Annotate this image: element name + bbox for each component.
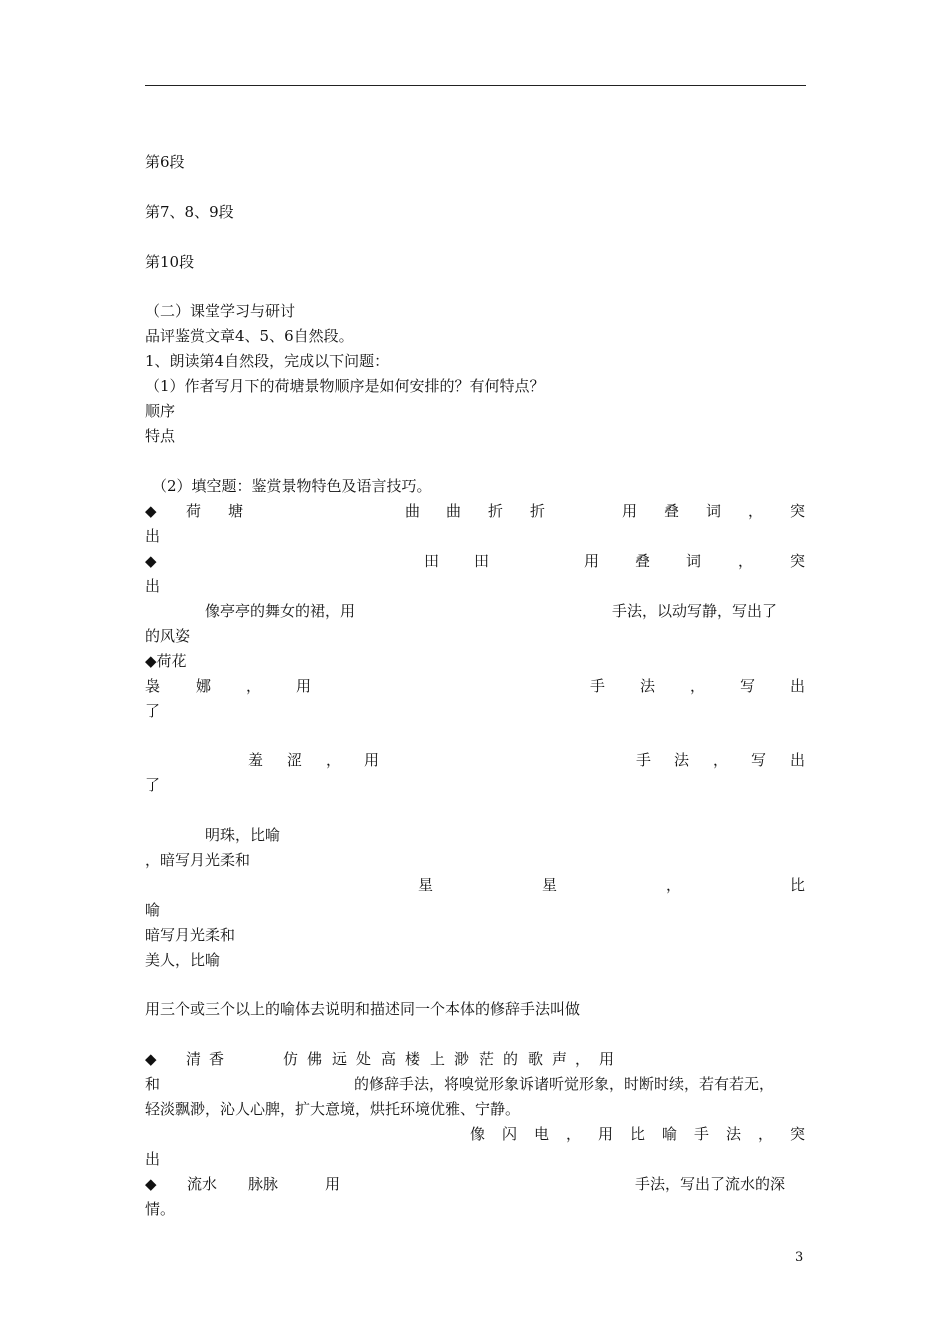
word-char: 楼 xyxy=(405,1050,421,1068)
word-char: 用 xyxy=(325,1175,341,1193)
line-continuation: 了 xyxy=(145,776,161,794)
line-continuation: 出 xyxy=(145,1150,161,1168)
task-1: 1、朗读第4自然段，完成以下问题： xyxy=(145,352,390,370)
word-char: 星 xyxy=(542,876,558,894)
word-char: 突 xyxy=(790,552,806,570)
word-char: 折 xyxy=(488,502,504,520)
word-char: 曲 xyxy=(446,502,462,520)
word-char: 用 xyxy=(584,552,600,570)
word-char: 田 xyxy=(424,552,440,570)
word-char: 法 xyxy=(640,677,656,695)
synesthesia-line-2: 轻淡飘渺，沁人心脾，扩大意境，烘托环境优雅、宁静。 xyxy=(145,1100,521,1118)
word-char: 用 xyxy=(622,502,638,520)
beauty-line: 美人，比喻 xyxy=(145,951,221,969)
water-line-tail: 手法，写出了流水的深 xyxy=(635,1175,786,1193)
word-char: 用 xyxy=(296,677,312,695)
line-continuation: 情。 xyxy=(145,1200,176,1218)
word-char: 突 xyxy=(790,1125,806,1143)
word-char: ， xyxy=(738,552,754,570)
word-char: ， xyxy=(690,677,706,695)
word-char: 上 xyxy=(430,1050,446,1068)
word-char: 荷 xyxy=(186,502,202,520)
word-char: 叠 xyxy=(664,502,680,520)
word-char: ， xyxy=(326,751,342,769)
word-char: 流水 xyxy=(187,1175,218,1193)
word-char: 和 xyxy=(145,1075,161,1093)
word-char: 用 xyxy=(364,751,380,769)
word-char: 写 xyxy=(751,751,767,769)
word-char: 出 xyxy=(790,751,806,769)
word-char: 用 xyxy=(598,1125,614,1143)
stars-line-2: 暗写月光柔和 xyxy=(145,926,236,944)
word-char: 声 xyxy=(552,1050,568,1068)
word-char: ， xyxy=(666,876,682,894)
skirt-line-tail: 手法，以动写静，写出了 xyxy=(612,602,778,620)
word-char: 词 xyxy=(706,502,722,520)
line-continuation: 出 xyxy=(145,577,161,595)
section-6: 第6段 xyxy=(145,153,185,171)
word-char: 叠 xyxy=(635,552,651,570)
word-char: 星 xyxy=(418,876,434,894)
page-number: 3 xyxy=(795,1250,804,1265)
word-char: 羞 xyxy=(248,751,264,769)
word-char: 高 xyxy=(381,1050,397,1068)
word-char: ， xyxy=(748,502,764,520)
bullet-diamond: ◆ xyxy=(145,502,157,520)
word-char: 电 xyxy=(534,1125,550,1143)
word-char: 渺 xyxy=(454,1050,470,1068)
word-char: 手 xyxy=(590,677,606,695)
word-char: 远 xyxy=(332,1050,348,1068)
word-char: 手 xyxy=(636,751,652,769)
word-char: 手 xyxy=(694,1125,710,1143)
word-char: 法 xyxy=(726,1125,742,1143)
skirt-line: 像亭亭的舞女的裙，用 xyxy=(205,602,356,620)
definition-line: 用三个或三个以上的喻体去说明和描述同一个本体的修辞手法叫做 xyxy=(145,1000,581,1018)
word-char: ， xyxy=(758,1125,774,1143)
word-char: 的 xyxy=(503,1050,519,1068)
bullet-diamond: ◆ xyxy=(145,552,157,570)
word-char: 写 xyxy=(740,677,756,695)
word-char: 脉脉 xyxy=(248,1175,279,1193)
word-char: 法 xyxy=(674,751,690,769)
bullet-diamond: ◆ xyxy=(145,1175,157,1193)
section-10: 第10段 xyxy=(145,253,195,271)
lotus-heading: ◆荷花 xyxy=(145,652,187,670)
word-char: 用 xyxy=(599,1050,615,1068)
study-intro: 品评鉴赏文章4、5、6自然段。 xyxy=(145,327,354,345)
word-char: 佛 xyxy=(307,1050,323,1068)
section-7-8-9: 第7、8、9段 xyxy=(145,203,234,221)
line-continuation: 出 xyxy=(145,527,161,545)
word-char: 闪 xyxy=(502,1125,518,1143)
word-char: 突 xyxy=(790,502,806,520)
word-char: 香 xyxy=(209,1050,225,1068)
feature-label: 特点 xyxy=(145,427,176,445)
word-char: 比 xyxy=(630,1125,646,1143)
line-continuation: 喻 xyxy=(145,901,161,919)
word-char: 涩 xyxy=(287,751,303,769)
word-char: 比 xyxy=(790,876,806,894)
order-label: 顺序 xyxy=(145,402,176,420)
study-heading: （二）课堂学习与研讨 xyxy=(145,302,296,320)
word-char: ， xyxy=(246,677,262,695)
pearl-line-2: ，暗写月光柔和 xyxy=(145,851,251,869)
word-char: 出 xyxy=(790,677,806,695)
word-char: 喻 xyxy=(662,1125,678,1143)
word-char: 仿 xyxy=(283,1050,299,1068)
word-char: 茫 xyxy=(479,1050,495,1068)
word-char: 曲 xyxy=(405,502,421,520)
word-char: 田 xyxy=(474,552,490,570)
word-char: 娜 xyxy=(196,677,212,695)
word-char: 处 xyxy=(356,1050,372,1068)
pearl-line: 明珠，比喻 xyxy=(205,826,281,844)
question-1: （1）作者写月下的荷塘景物顺序是如何安排的？有何特点？ xyxy=(145,377,545,395)
word-char: 塘 xyxy=(228,502,244,520)
word-char: 歌 xyxy=(528,1050,544,1068)
word-char: ， xyxy=(575,1050,591,1068)
line-continuation: 了 xyxy=(145,702,161,720)
skirt-line-end: 的风姿 xyxy=(145,627,191,645)
word-char: ， xyxy=(566,1125,582,1143)
word-char: 清 xyxy=(186,1050,202,1068)
synesthesia-line: 的修辞手法，将嗅觉形象诉诸听觉形象，时断时续，若有若无， xyxy=(354,1075,775,1093)
header-rule xyxy=(145,85,806,86)
word-char: 折 xyxy=(530,502,546,520)
question-2: （2）填空题：鉴赏景物特色及语言技巧。 xyxy=(152,477,432,495)
word-char: 袅 xyxy=(145,677,161,695)
word-char: ， xyxy=(713,751,729,769)
word-char: 像 xyxy=(470,1125,486,1143)
word-char: 词 xyxy=(686,552,702,570)
bullet-diamond: ◆ xyxy=(145,1050,157,1068)
